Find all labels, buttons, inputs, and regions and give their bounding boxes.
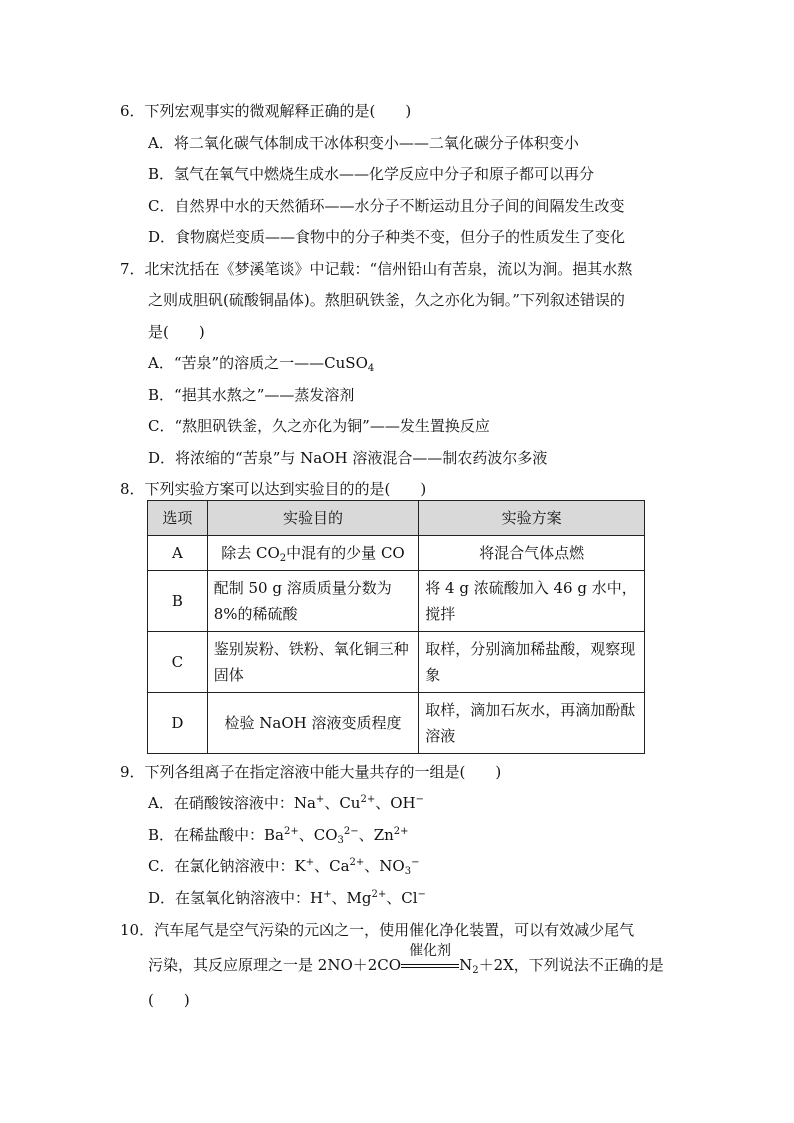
separator: 、 xyxy=(331,889,347,907)
ion: Na xyxy=(293,794,316,812)
charge: 2+ xyxy=(360,794,376,805)
charge: + xyxy=(305,857,315,868)
product-formula: N xyxy=(459,956,473,974)
subscript: 4 xyxy=(367,363,375,374)
charge: + xyxy=(323,889,332,900)
charge: − xyxy=(417,889,426,900)
question-9-option-d xyxy=(148,888,426,908)
charge: 2+ xyxy=(393,826,409,837)
question-7-stem-line1: 7．北宋沈括在《梦溪笔谈》中记载：“信州铅山有苦泉，流以为涧。挹其水熬 xyxy=(120,260,633,278)
subscript: 2 xyxy=(472,965,479,976)
question-7-option-c: C．“熬胆矾铁釜，久之亦化为铜”——发生置换反应 xyxy=(148,417,490,435)
ion: Zn xyxy=(373,826,394,844)
question-7-stem-line3: 是( ) xyxy=(148,323,205,341)
separator: 、 xyxy=(314,857,330,875)
reaction-arrow xyxy=(401,943,459,976)
question-10-stem-line1: 10．汽车尾气是空气污染的元凶之一，使用催化净化装置，可以有效减少尾气 xyxy=(120,921,635,939)
ion: Cl xyxy=(401,889,418,907)
subscript: 3 xyxy=(404,866,412,877)
table-cell-option: A xyxy=(148,536,208,571)
table-cell-plan: 将混合气体点燃 xyxy=(419,536,645,571)
subscript: 2 xyxy=(279,553,287,564)
charge: 2+ xyxy=(349,857,365,868)
charge: 2− xyxy=(343,826,359,837)
question-8-stem: 8．下列实验方案可以达到实验目的的是( ) xyxy=(120,480,427,498)
ion: H xyxy=(310,889,324,907)
question-10-stem-line2 xyxy=(148,943,664,976)
table-cell-purpose: 鉴别炭粉、铁粉、氧化铜三种固体 xyxy=(207,632,419,693)
option-prefix: C．在氯化钠溶液中： xyxy=(148,857,295,875)
ion: Mg xyxy=(346,889,372,907)
option-prefix: D．在氢氧化钠溶液中： xyxy=(148,889,311,907)
question-6-option-c: C．自然界中水的天然循环——水分子不断运动且分子间的间隔发生改变 xyxy=(148,197,625,215)
ion: CO xyxy=(313,826,338,844)
table-cell-option: C xyxy=(148,632,208,693)
ion: Ba xyxy=(264,826,284,844)
table-row xyxy=(148,571,645,632)
question-7-option-a-text: A．“苦泉”的溶质之一——CuSO xyxy=(148,354,368,372)
question-7-option-d: D．将浓缩的“苦泉”与 NaOH 溶液混合——制农药波尔多液 xyxy=(148,449,548,467)
separator: 、 xyxy=(364,857,380,875)
ion: K xyxy=(294,857,306,875)
ion: OH xyxy=(390,794,416,812)
question-10-stem-line3: ( ) xyxy=(148,991,190,1009)
separator: 、 xyxy=(358,826,374,844)
catalyst-label: 催化剂 xyxy=(409,943,452,959)
charge: 2+ xyxy=(284,826,299,837)
ion: Ca xyxy=(329,857,350,875)
equation-suffix: ＋2X，下列说法不正确的是 xyxy=(478,956,664,974)
question-9-stem: 9．下列各组离子在指定溶液中能大量共存的一组是( ) xyxy=(120,763,502,781)
question-7-option-b: B．“挹其水熬之”——蒸发溶剂 xyxy=(148,386,355,404)
equation-reactants: 污染，其反应原理之一是 2NO＋2CO xyxy=(148,956,402,974)
purpose-text: 除去 CO xyxy=(221,544,280,562)
question-9-option-a xyxy=(148,793,424,813)
table-cell-purpose: 配制 50 g 溶质质量分数为 8%的稀硫酸 xyxy=(207,571,419,632)
table-cell-purpose: 检验 NaOH 溶液变质程度 xyxy=(207,693,419,754)
subscript: 3 xyxy=(337,835,344,846)
purpose-text: 中混有的少量 CO xyxy=(286,544,405,562)
option-prefix: B．在稀盐酸中： xyxy=(148,826,265,844)
table-header-purpose: 实验目的 xyxy=(207,501,419,536)
table-cell-purpose xyxy=(207,536,419,571)
question-9-option-c xyxy=(148,856,420,876)
table-cell-plan: 取样，分别滴加稀盐酸，观察现象 xyxy=(419,632,645,693)
equals-line-top xyxy=(401,964,459,965)
equals-line-bottom xyxy=(401,967,459,968)
table-cell-plan: 取样，滴加石灰水，再滴加酚酞溶液 xyxy=(419,693,645,754)
question-7-stem-line2: 之则成胆矾(硫酸铜晶体)。熬胆矾铁釜，久之亦化为铜。”下列叙述错误的 xyxy=(148,291,625,309)
table-row xyxy=(148,693,645,754)
charge: + xyxy=(315,794,325,805)
table-row xyxy=(148,632,645,693)
question-9-option-b xyxy=(148,825,409,845)
question-6-option-a: A．将二氧化碳气体制成干冰体积变小——二氧化碳分子体积变小 xyxy=(148,134,579,152)
experiment-table xyxy=(147,500,645,754)
table-row xyxy=(148,536,645,571)
option-prefix: A．在硝酸铵溶液中： xyxy=(148,794,294,812)
question-6-option-b: B．氢气在氧气中燃烧生成水——化学反应中分子和原子都可以再分 xyxy=(148,165,595,183)
table-header-plan: 实验方案 xyxy=(419,501,645,536)
separator: 、 xyxy=(386,889,402,907)
table-cell-option: D xyxy=(148,693,208,754)
ion: NO xyxy=(379,857,405,875)
separator: 、 xyxy=(298,826,314,844)
table-header-row xyxy=(148,501,645,536)
ion: Cu xyxy=(339,794,361,812)
question-6-stem: 6．下列宏观事实的微观解释正确的是( ) xyxy=(120,102,412,120)
table-header-option: 选项 xyxy=(148,501,208,536)
charge: 2+ xyxy=(371,889,387,900)
table-cell-option: B xyxy=(148,571,208,632)
charge: − xyxy=(411,857,420,868)
charge: − xyxy=(415,794,425,805)
table-cell-plan: 将 4 g 浓硫酸加入 46 g 水中，搅拌 xyxy=(419,571,645,632)
question-7-option-a xyxy=(148,353,374,373)
separator: 、 xyxy=(324,794,340,812)
question-6-option-d: D．食物腐烂变质——食物中的分子种类不变，但分子的性质发生了变化 xyxy=(148,228,626,246)
separator: 、 xyxy=(375,794,391,812)
